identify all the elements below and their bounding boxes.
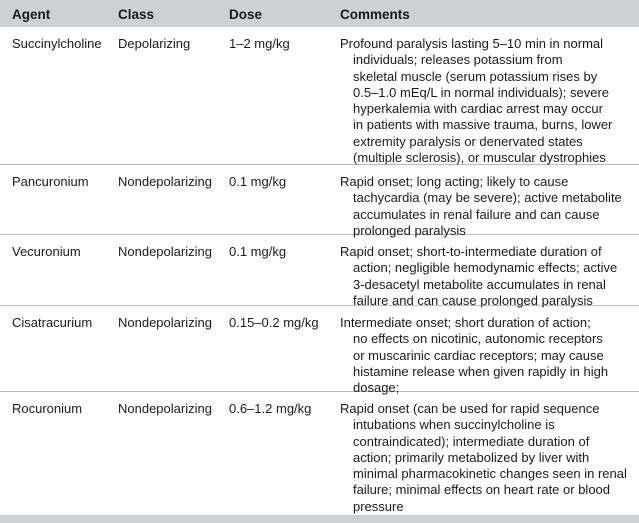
comment-line: Rapid onset; long acting; likely to cause	[340, 174, 569, 189]
cell-agent: Rocuronium	[12, 401, 83, 416]
header-agent: Agent	[12, 7, 51, 22]
comment-line: Rapid onset; short-to-intermediate duration of	[340, 244, 602, 259]
comment-line: action; primarily metabolized by liver with	[353, 449, 590, 465]
comment-line: failure and can cause prolonged paralysis	[353, 292, 593, 308]
cell-class: Nondepolarizing	[118, 401, 212, 416]
cell-class: Depolarizing	[118, 36, 191, 51]
header-comments: Comments	[340, 7, 410, 22]
comment-line: contraindicated); intermediate duration of	[353, 433, 590, 449]
comment-line: action; negligible hemodynamic effects; active	[353, 260, 618, 276]
comment-line: failure; minimal effects on heart rate or blood	[353, 482, 611, 498]
comment-line: extremity paralysis or denervated states	[353, 133, 583, 149]
table-row	[0, 235, 639, 306]
cell-dose: 0.15–0.2 mg/kg	[229, 315, 319, 330]
cell-comments	[340, 401, 627, 515]
comment-line: 3-desacetyl metabolite accumulates in renal	[353, 276, 606, 292]
table-row	[0, 27, 639, 165]
cell-class: Nondepolarizing	[118, 174, 212, 189]
cell-comments	[340, 36, 612, 166]
comment-line: skeletal muscle (serum potassium rises by	[353, 68, 598, 84]
comment-line: intubations when succinylcholine is	[353, 417, 555, 433]
comment-line: or muscarinic cardiac receptors; may cause	[353, 347, 604, 363]
header-class: Class	[118, 7, 155, 22]
cell-class: Nondepolarizing	[118, 244, 212, 259]
table-header	[0, 0, 639, 27]
comment-line: accumulates in renal failure and can cause	[353, 206, 600, 222]
table-row	[0, 392, 639, 515]
table-footer-bar	[0, 515, 639, 523]
cell-comments	[340, 174, 622, 239]
comment-line: 0.5–1.0 mEq/L in normal individuals); severe	[353, 84, 610, 100]
cell-comments	[340, 315, 608, 396]
cell-class: Nondepolarizing	[118, 315, 212, 330]
comment-line: prolonged paralysis	[353, 222, 466, 238]
comment-line: tachycardia (may be severe); active metabolite	[353, 190, 622, 206]
cell-dose: 0.1 mg/kg	[229, 174, 287, 189]
cell-dose: 0.1 mg/kg	[229, 244, 287, 259]
comment-line: hyperkalemia with cardiac arrest may occur	[353, 101, 603, 117]
cell-agent: Vecuronium	[12, 244, 81, 259]
comment-line: no effects on nicotinic, autonomic receptors	[353, 331, 603, 347]
cell-agent: Succinylcholine	[12, 36, 102, 51]
comment-line: Intermediate onset; short duration of action;	[340, 315, 591, 330]
table-row	[0, 306, 639, 396]
table-row	[0, 165, 639, 238]
comment-line: histamine release when given rapidly in high	[353, 363, 609, 379]
cell-agent: Pancuronium	[12, 174, 89, 189]
cell-dose: 0.6–1.2 mg/kg	[229, 401, 312, 416]
comment-line: pressure	[353, 498, 404, 514]
comment-line: minimal pharmacokinetic changes seen in renal	[353, 466, 627, 482]
header-dose: Dose	[229, 7, 263, 22]
cell-dose: 1–2 mg/kg	[229, 36, 290, 51]
cell-agent: Cisatracurium	[12, 315, 93, 330]
comment-line: Rapid onset (can be used for rapid sequence	[340, 401, 600, 416]
comment-line: individuals; releases potassium from	[353, 52, 563, 68]
comment-line: (multiple sclerosis), or muscular dystrophies	[353, 150, 606, 166]
comment-line: dosage;	[353, 380, 400, 396]
comment-line: in patients with massive trauma, burns, lower	[353, 117, 613, 133]
cell-comments	[340, 244, 617, 309]
comment-line: Profound paralysis lasting 5–10 min in normal	[340, 36, 604, 51]
